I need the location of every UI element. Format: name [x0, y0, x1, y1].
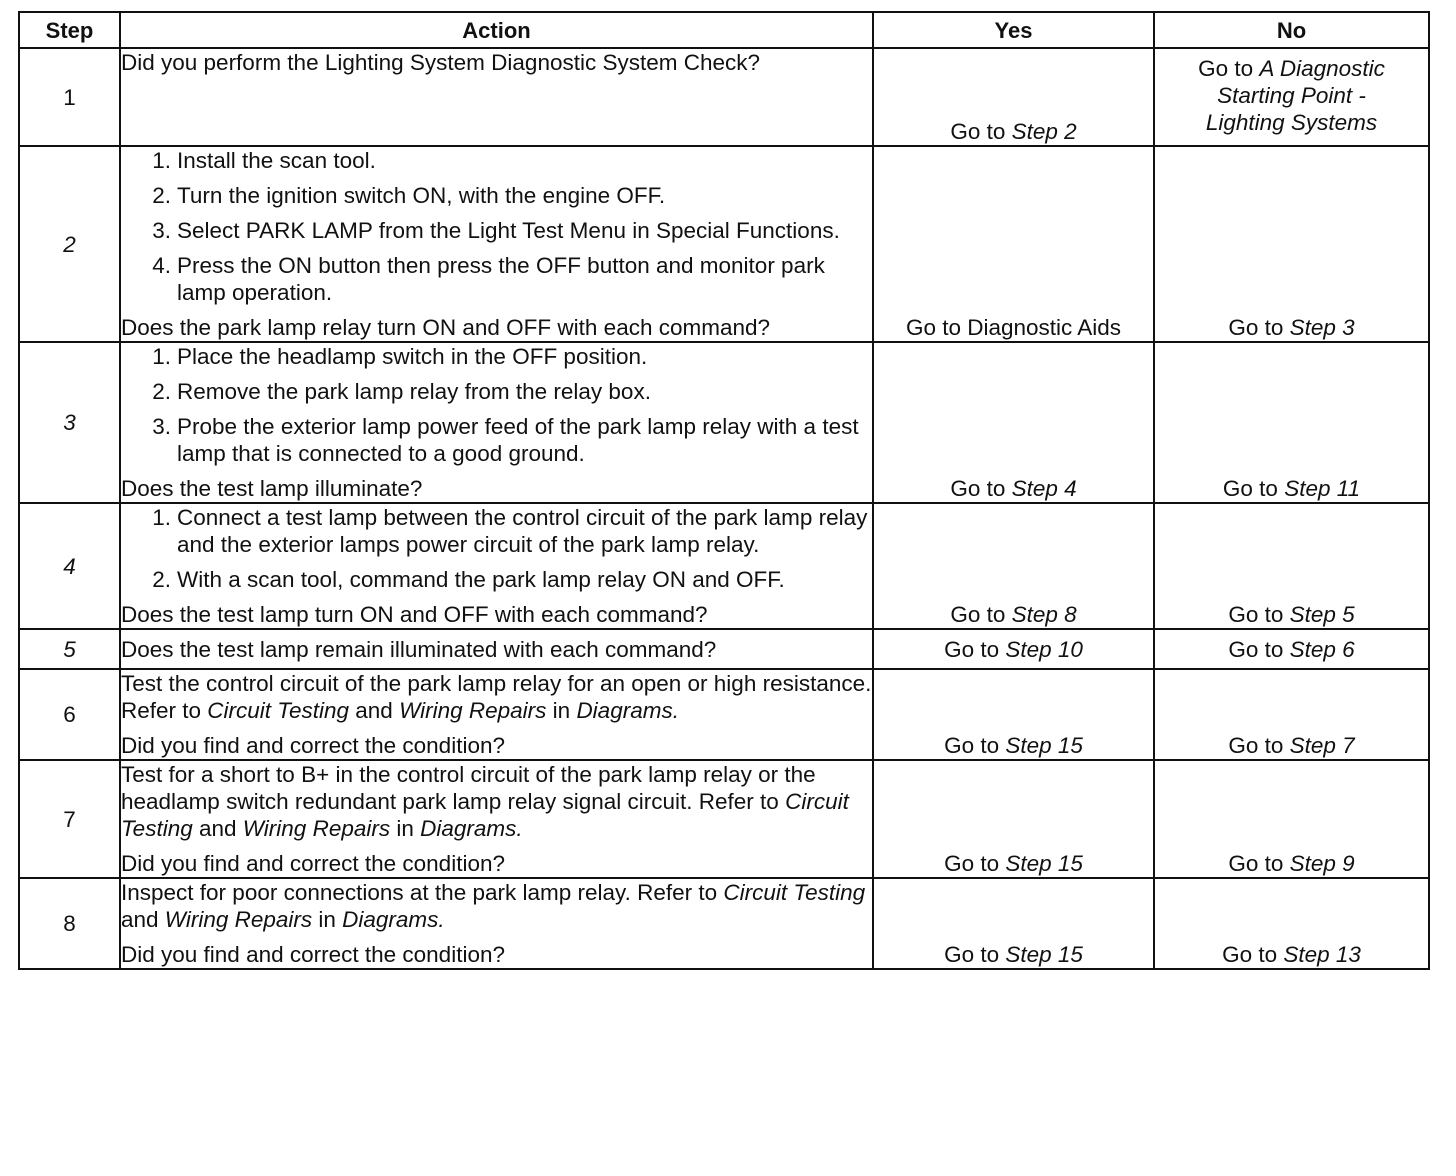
yes-prefix: Go to — [950, 119, 1012, 144]
action-cell — [120, 146, 873, 342]
yes-prefix: Go to — [944, 636, 1006, 662]
no-cell — [1154, 629, 1429, 669]
yes-step-link[interactable]: Step 8 — [1011, 602, 1077, 627]
yes-step-link[interactable]: Step 4 — [1011, 476, 1077, 501]
instruction-text: Test the control circuit of the park lamp relay for an open or high resistance. Refer to Circuit Testing and Wiring Repairs in Diagrams. — [121, 671, 872, 723]
no-header: No — [1154, 12, 1429, 48]
yes-step-link[interactable]: Step 15 — [1005, 942, 1083, 967]
question-text: Does the test lamp remain illuminated with each command? — [121, 636, 717, 662]
yes-cell — [873, 669, 1154, 760]
yes-cell — [873, 146, 1154, 342]
no-prefix: Go to — [1228, 315, 1290, 340]
step-number: 4 — [19, 503, 120, 629]
list-item: 2. Turn the ignition switch ON, with the engine OFF. — [152, 183, 666, 208]
question-text: Did you find and correct the condition? — [121, 851, 505, 876]
no-step-link[interactable]: A Diagnostic Starting Point - Lighting Systems — [1205, 56, 1385, 135]
step-number: 1 — [19, 48, 120, 146]
question-text: Did you find and correct the condition? — [121, 733, 505, 758]
diagrams-link[interactable]: Diagrams. — [342, 907, 445, 932]
wiring-repairs-link[interactable]: Wiring Repairs — [242, 816, 391, 841]
list-item: 1. Connect a test lamp between the control circuit of the park lamp relay and the exterior lamps power circuit of the park lamp relay. — [152, 505, 868, 557]
table-row — [19, 146, 1429, 342]
wiring-repairs-link[interactable]: Wiring Repairs — [399, 698, 547, 723]
list-item: 3. Probe the exterior lamp power feed of the park lamp relay with a test lamp that is connected to a good ground. — [152, 414, 859, 466]
no-prefix: Go to — [1228, 636, 1290, 662]
yes-cell — [873, 878, 1154, 969]
no-cell — [1154, 503, 1429, 629]
no-prefix: Go to — [1222, 942, 1284, 967]
step-number: 3 — [19, 342, 120, 503]
yes-cell — [873, 760, 1154, 878]
no-prefix: Go to — [1228, 602, 1290, 627]
diagnostic-table — [18, 11, 1430, 970]
question-text: Did you perform the Lighting System Diagnostic System Check? — [121, 50, 761, 75]
yes-step-link[interactable]: Step 10 — [1005, 636, 1083, 662]
no-prefix: Go to — [1222, 476, 1285, 501]
no-step-link[interactable]: Step 6 — [1289, 636, 1355, 662]
action-header: Action — [120, 12, 873, 48]
no-prefix: Go to — [1198, 56, 1260, 81]
wiring-repairs-link[interactable]: Wiring Repairs — [164, 907, 313, 932]
yes-step-link[interactable]: Step 15 — [1005, 733, 1083, 758]
question-text: Does the test lamp illuminate? — [121, 476, 423, 501]
circuit-testing-link[interactable]: Circuit Testing — [723, 880, 866, 905]
yes-cell — [873, 48, 1154, 146]
circuit-testing-link[interactable]: Circuit Testing — [207, 698, 350, 723]
no-prefix: Go to — [1228, 733, 1290, 758]
action-cell — [120, 629, 873, 669]
question-text: Did you find and correct the condition? — [121, 942, 505, 967]
table-row — [19, 503, 1429, 629]
action-cell — [120, 503, 873, 629]
question-text: Does the test lamp turn ON and OFF with each command? — [121, 602, 708, 627]
step-number: 7 — [19, 760, 120, 878]
list-item: 1. Install the scan tool. — [152, 148, 376, 173]
instruction-text: Inspect for poor connections at the park lamp relay. Refer to Circuit Testing and Wiring Repairs in Diagrams. — [121, 880, 866, 932]
table-row — [19, 760, 1429, 878]
yes-cell — [873, 342, 1154, 503]
no-step-link[interactable]: Step 11 — [1284, 476, 1361, 501]
table-row — [19, 669, 1429, 760]
instruction-list — [121, 504, 872, 593]
no-cell — [1154, 878, 1429, 969]
no-cell — [1154, 48, 1429, 146]
yes-header: Yes — [873, 12, 1154, 48]
no-step-link[interactable]: Step 5 — [1289, 602, 1355, 627]
list-item: 1. Place the headlamp switch in the OFF position. — [152, 344, 648, 369]
action-cell — [120, 760, 873, 878]
no-cell — [1154, 760, 1429, 878]
step-number: 5 — [19, 629, 120, 669]
action-cell — [120, 48, 873, 146]
table-row — [19, 629, 1429, 669]
table-row — [19, 48, 1429, 146]
yes-step-link[interactable]: Step 15 — [1005, 851, 1083, 876]
action-cell — [120, 669, 873, 760]
diagrams-link[interactable]: Diagrams. — [420, 816, 523, 841]
list-item: 4. Press the ON button then press the OFF button and monitor park lamp operation. — [152, 253, 825, 305]
instruction-list — [121, 343, 872, 467]
step-number: 8 — [19, 878, 120, 969]
no-step-link[interactable]: Step 13 — [1283, 942, 1361, 967]
list-item: 3. Select PARK LAMP from the Light Test Menu in Special Functions. — [152, 218, 840, 243]
instruction-text: Test for a short to B+ in the control circuit of the park lamp relay or the headlamp switch redundant park lamp relay signal circuit. Refer to Circuit Testing and Wiring Repairs in Diagrams. — [121, 762, 849, 841]
action-cell — [120, 878, 873, 969]
yes-prefix: Go to — [944, 733, 1006, 758]
diagrams-link[interactable]: Diagrams. — [576, 698, 679, 723]
no-cell — [1154, 146, 1429, 342]
instruction-list — [121, 147, 872, 306]
yes-step-link[interactable]: Step 2 — [1011, 119, 1077, 144]
yes-cell — [873, 629, 1154, 669]
table-row — [19, 878, 1429, 969]
question-text: Does the park lamp relay turn ON and OFF with each command? — [121, 315, 771, 340]
list-item: 2. Remove the park lamp relay from the relay box. — [152, 379, 651, 404]
step-number: 6 — [19, 669, 120, 760]
list-item: 2. With a scan tool, command the park lamp relay ON and OFF. — [152, 567, 785, 592]
no-cell — [1154, 342, 1429, 503]
yes-prefix: Go to — [944, 851, 1006, 876]
action-cell — [120, 342, 873, 503]
yes-prefix: Go to — [950, 602, 1012, 627]
no-step-link[interactable]: Step 7 — [1289, 733, 1355, 758]
no-prefix: Go to — [1228, 851, 1290, 876]
table-row — [19, 342, 1429, 503]
no-step-link[interactable]: Step 3 — [1289, 315, 1355, 340]
circuit-testing-link[interactable]: Circuit Testing — [121, 789, 849, 841]
step-header: Step — [19, 12, 120, 48]
yes-cell — [873, 503, 1154, 629]
header-row — [19, 12, 1429, 48]
no-cell — [1154, 669, 1429, 760]
yes-prefix: Go to — [944, 942, 1006, 967]
no-step-link[interactable]: Step 9 — [1289, 851, 1355, 876]
yes-prefix: Go to — [950, 476, 1012, 501]
yes-link[interactable]: Go to Diagnostic Aids — [905, 315, 1122, 340]
step-number: 2 — [19, 146, 120, 342]
